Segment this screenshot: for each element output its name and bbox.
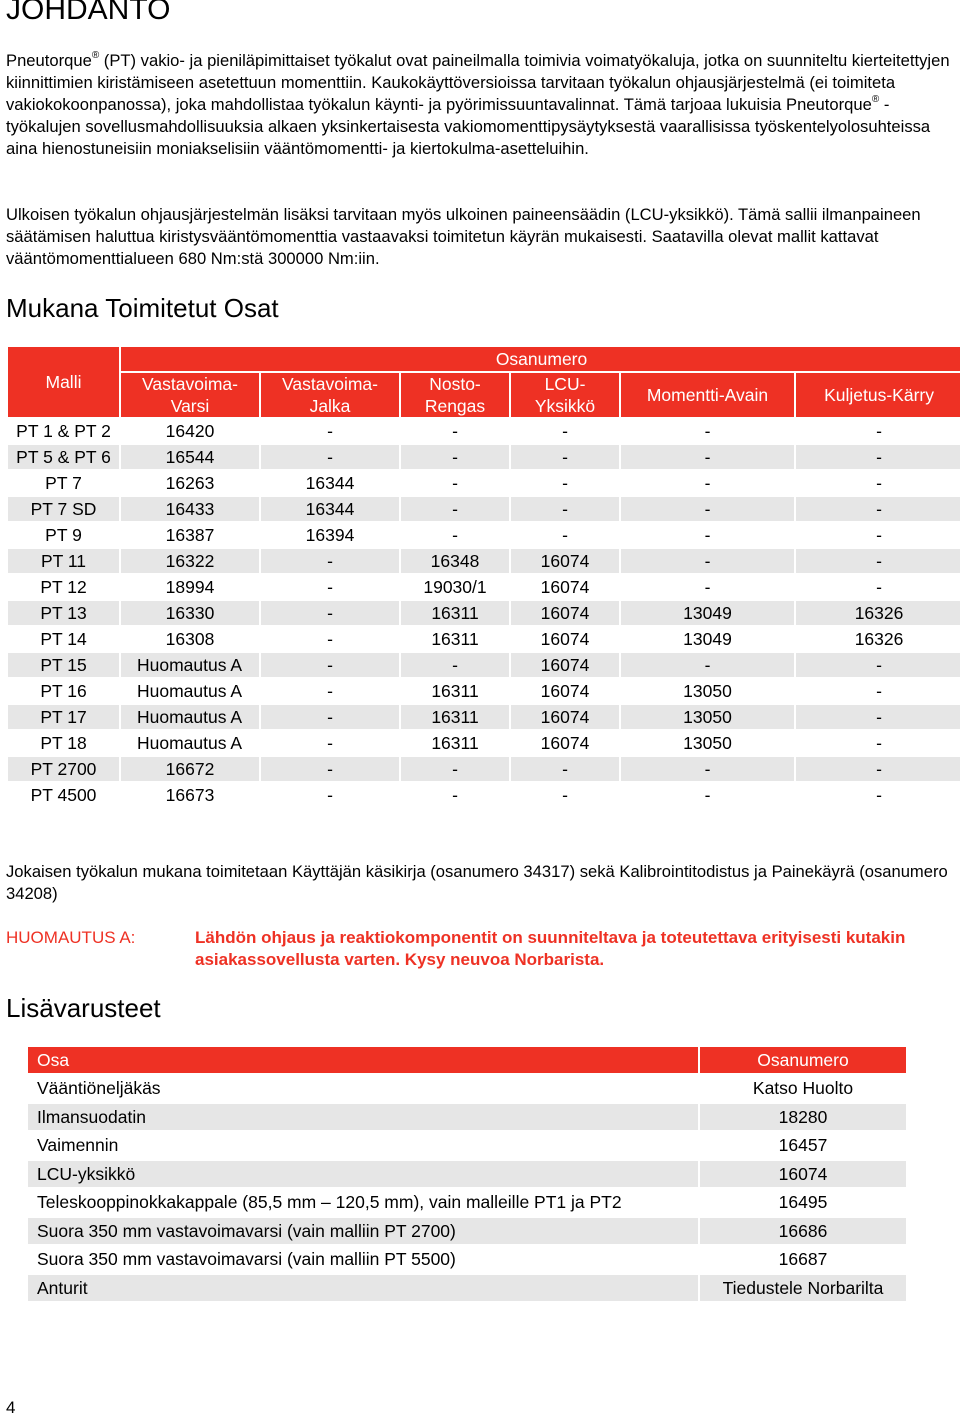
cell-varsi: 16672 bbox=[121, 757, 259, 781]
cell-osa: Ilmansuodatin bbox=[28, 1104, 698, 1131]
cell-jalka: 16344 bbox=[305, 473, 355, 493]
cell-osa: Vääntiöneljäkäs bbox=[37, 1078, 161, 1099]
cell-osanumero: 16495 bbox=[778, 1192, 828, 1213]
table-row bbox=[8, 731, 960, 755]
table-row bbox=[8, 757, 960, 781]
cell-jalka: - bbox=[261, 757, 399, 781]
header-nosto-rengas: Nosto-Rengas bbox=[401, 373, 509, 417]
cell-jalka: - bbox=[327, 421, 333, 441]
header-vastavoima-varsi: Vastavoima-Varsi bbox=[121, 373, 259, 417]
cell-varsi: 16433 bbox=[121, 497, 259, 521]
cell-osa: Anturit bbox=[28, 1275, 698, 1302]
cell-osa: Vaimennin bbox=[37, 1135, 119, 1156]
cell-momentti: 13050 bbox=[683, 681, 732, 701]
list-item bbox=[28, 1218, 906, 1245]
cell-karry: - bbox=[796, 549, 960, 573]
cell-varsi: 16544 bbox=[121, 445, 259, 469]
cell-lcu: - bbox=[562, 525, 568, 545]
table-row bbox=[8, 653, 960, 677]
cell-lcu: 16074 bbox=[511, 601, 619, 625]
cell-karry: - bbox=[796, 497, 960, 521]
cell-jalka: - bbox=[261, 601, 399, 625]
intro-text-a: Pneutorque bbox=[6, 51, 92, 70]
cell-nosto: 16311 bbox=[401, 705, 509, 729]
cell-varsi: 16263 bbox=[165, 473, 215, 493]
cell-nosto: 16311 bbox=[431, 733, 479, 753]
cell-osanumero: 16457 bbox=[778, 1135, 828, 1156]
cell-nosto: - bbox=[401, 757, 509, 781]
cell-jalka: - bbox=[327, 577, 333, 597]
table-row bbox=[8, 497, 960, 521]
cell-malli: PT 5 & PT 6 bbox=[8, 445, 119, 469]
cell-momentti: - bbox=[704, 421, 711, 441]
cell-malli: PT 4500 bbox=[30, 785, 97, 805]
cell-lcu: - bbox=[562, 785, 568, 805]
table-row bbox=[8, 705, 960, 729]
header-osanumero: Osanumero bbox=[121, 347, 960, 371]
cell-malli: PT 7 SD bbox=[8, 497, 119, 521]
cell-karry: - bbox=[876, 577, 882, 597]
cell-jalka: - bbox=[261, 653, 399, 677]
cell-malli: PT 13 bbox=[8, 601, 119, 625]
cell-momentti: - bbox=[704, 525, 711, 545]
cell-varsi: 16420 bbox=[165, 421, 215, 441]
cell-varsi: 16322 bbox=[121, 549, 259, 573]
cell-lcu: - bbox=[511, 497, 619, 521]
cell-malli: PT 11 bbox=[8, 549, 119, 573]
cell-nosto: - bbox=[452, 785, 458, 805]
cell-nosto: 16311 bbox=[431, 681, 479, 701]
cell-karry: 16326 bbox=[854, 629, 904, 649]
cell-momentti: - bbox=[621, 653, 794, 677]
cell-karry: 16326 bbox=[796, 601, 960, 625]
table-row bbox=[8, 575, 960, 599]
table-row bbox=[8, 627, 960, 651]
cell-malli: PT 12 bbox=[40, 577, 87, 597]
table-row bbox=[8, 523, 960, 547]
parts-table-body bbox=[8, 419, 960, 807]
cell-lcu: - bbox=[511, 445, 619, 469]
registered-mark: ® bbox=[871, 94, 880, 105]
cell-varsi: 16308 bbox=[165, 629, 215, 649]
list-item bbox=[28, 1246, 906, 1273]
cell-karry: - bbox=[796, 445, 960, 469]
intro-text-c: -työkalujen sovellusmahdollisuuksia alkaen yksinkertaisesta vakiomomenttipysäytyksestä vaarallisissa työskentelyolosuhteissa aina hienostuneisiin moniakselisiin vääntömomentti- ja kiertokulma-asetteluihin. bbox=[6, 95, 931, 158]
list-item bbox=[28, 1189, 906, 1216]
table-row bbox=[8, 601, 960, 625]
cell-momentti: - bbox=[621, 757, 794, 781]
cell-osanumero: 16686 bbox=[700, 1218, 906, 1245]
cell-momentti: 13050 bbox=[621, 705, 794, 729]
cell-jalka: - bbox=[261, 705, 399, 729]
cell-lcu: 16074 bbox=[511, 549, 619, 573]
cell-osa: LCU-yksikkö bbox=[28, 1161, 698, 1188]
accessories-table-body bbox=[28, 1075, 906, 1301]
cell-momentti: - bbox=[621, 445, 794, 469]
cell-nosto: 16348 bbox=[401, 549, 509, 573]
cell-lcu: 16074 bbox=[540, 733, 590, 753]
cell-momentti: - bbox=[621, 549, 794, 573]
cell-momentti: - bbox=[704, 473, 711, 493]
cell-karry: - bbox=[876, 421, 882, 441]
cell-nosto: - bbox=[452, 525, 458, 545]
cell-nosto: - bbox=[452, 473, 458, 493]
cell-lcu: 16074 bbox=[540, 629, 590, 649]
page-number: 4 bbox=[6, 1398, 16, 1417]
cell-malli: PT 2700 bbox=[8, 757, 119, 781]
table-row bbox=[8, 445, 960, 469]
list-item bbox=[28, 1075, 906, 1102]
cell-momentti: 13049 bbox=[621, 601, 794, 625]
cell-karry: - bbox=[876, 525, 882, 545]
cell-malli: PT 1 & PT 2 bbox=[16, 421, 111, 441]
cell-lcu: - bbox=[562, 473, 568, 493]
parts-table bbox=[6, 345, 960, 809]
intro-text-b: (PT) vakio- ja pieniläpimittaiset työkalut ovat paineilmalla toimivia voimatyökaluja, jotka on suunniteltu kierteitettyjen kiinnittimien kiristämiseen asetettuun momenttiin. Kaukokäyttöversioissa tarvitaan työkalun ohjausjärjestelmä (ei toimiteta vakiokokoonpanossa), joka mahdollistaa työkalun käynti- ja pyörimissuuntavalinnat. Tämä tarjoaa lukuisia Pneutorque bbox=[6, 51, 950, 114]
cell-varsi: Huomautus A bbox=[137, 733, 243, 753]
cell-varsi: 16387 bbox=[165, 525, 215, 545]
cell-lcu: 16074 bbox=[540, 577, 590, 597]
header-acc-osanumero: Osanumero bbox=[700, 1047, 906, 1073]
cell-momentti: - bbox=[704, 785, 711, 805]
cell-malli: PT 15 bbox=[8, 653, 119, 677]
header-kuljetus-karry: Kuljetus-Kärry bbox=[796, 373, 960, 417]
cell-lcu: 16074 bbox=[540, 681, 590, 701]
accessories-table bbox=[26, 1045, 908, 1303]
cell-karry: - bbox=[876, 785, 882, 805]
cell-osa: Suora 350 mm vastavoimavarsi (vain malliin PT 5500) bbox=[37, 1249, 456, 1270]
cell-malli: PT 7 bbox=[45, 473, 82, 493]
cell-karry: - bbox=[796, 705, 960, 729]
table-row bbox=[8, 471, 960, 495]
cell-karry: - bbox=[796, 757, 960, 781]
cell-osanumero: Katso Huolto bbox=[752, 1078, 854, 1099]
registered-mark: ® bbox=[91, 50, 100, 61]
cell-nosto: - bbox=[401, 497, 509, 521]
cell-jalka: 16344 bbox=[261, 497, 399, 521]
list-item bbox=[28, 1132, 906, 1159]
note-text: Lähdön ohjaus ja reaktiokomponentit on suunniteltava ja toteutettava erityisesti kutakin asiakassovellusta varten. Kysy neuvoa Norbarista. bbox=[195, 928, 906, 969]
intro-paragraph-1 bbox=[6, 50, 956, 160]
header-momentti-avain: Momentti-Avain bbox=[621, 373, 794, 417]
cell-momentti: - bbox=[704, 577, 711, 597]
cell-osanumero: 16074 bbox=[700, 1161, 906, 1188]
cell-karry: - bbox=[876, 733, 882, 753]
page-title: JOHDANTO bbox=[6, 0, 171, 26]
cell-momentti: 13049 bbox=[683, 629, 732, 649]
header-malli: Malli bbox=[8, 347, 119, 417]
intro-paragraph-2: Ulkoisen työkalun ohjausjärjestelmän lisäksi tarvitaan myös ulkoinen paineensäädin (LCU-yksikkö). Tämä sallii ilmanpaineen säätämisen haluttua kiristysvääntömomenttia vastaavaksi toimitetun käyrän mukaisesti. Saatavilla olevat mallit kattavat vääntömomenttialueen 680 Nm:stä 300000 Nm:iin. bbox=[6, 205, 921, 268]
cell-lcu: - bbox=[511, 757, 619, 781]
cell-jalka: - bbox=[327, 681, 333, 701]
cell-varsi: Huomautus A bbox=[121, 653, 259, 677]
cell-lcu: 16074 bbox=[511, 705, 619, 729]
included-items-text: Jokaisen työkalun mukana toimitetaan Käyttäjän käsikirja (osanumero 34317) sekä Kalibrointitodistus ja Painekäyrä (osanumero 34208) bbox=[6, 862, 948, 903]
header-lcu-yksikko: LCU-Yksikkö bbox=[511, 373, 619, 417]
cell-jalka: - bbox=[327, 733, 333, 753]
cell-varsi: 18994 bbox=[165, 577, 215, 597]
table-row bbox=[8, 783, 960, 807]
cell-nosto: - bbox=[452, 421, 458, 441]
cell-malli: PT 18 bbox=[40, 733, 87, 753]
cell-lcu: - bbox=[562, 421, 568, 441]
cell-osanumero: 16687 bbox=[778, 1249, 828, 1270]
cell-osa: Teleskooppinokkakappale (85,5 mm – 120,5 mm), vain malleille PT1 ja PT2 bbox=[37, 1192, 622, 1213]
header-vastavoima-jalka: Vastavoima-Jalka bbox=[261, 373, 399, 417]
table-row bbox=[8, 419, 960, 443]
table-row bbox=[8, 549, 960, 573]
cell-jalka: 16394 bbox=[305, 525, 355, 545]
cell-nosto: - bbox=[401, 653, 509, 677]
cell-malli: PT 16 bbox=[40, 681, 87, 701]
cell-lcu: 16074 bbox=[511, 653, 619, 677]
cell-varsi: 16330 bbox=[121, 601, 259, 625]
cell-varsi: Huomautus A bbox=[137, 681, 243, 701]
cell-karry: - bbox=[796, 653, 960, 677]
cell-varsi: Huomautus A bbox=[121, 705, 259, 729]
parts-heading: Mukana Toimitetut Osat bbox=[6, 293, 279, 323]
cell-jalka: - bbox=[327, 785, 333, 805]
cell-nosto: 19030/1 bbox=[423, 577, 487, 597]
cell-jalka: - bbox=[261, 549, 399, 573]
cell-jalka: - bbox=[261, 445, 399, 469]
cell-osanumero: 18280 bbox=[700, 1104, 906, 1131]
cell-malli: PT 14 bbox=[40, 629, 87, 649]
cell-karry: - bbox=[876, 473, 882, 493]
cell-varsi: 16673 bbox=[165, 785, 215, 805]
cell-osanumero: Tiedustele Norbarilta bbox=[700, 1275, 906, 1302]
cell-malli: PT 9 bbox=[45, 525, 82, 545]
cell-jalka: - bbox=[327, 629, 333, 649]
cell-nosto: 16311 bbox=[431, 629, 479, 649]
header-osa: Osa bbox=[28, 1047, 698, 1073]
cell-nosto: - bbox=[401, 445, 509, 469]
list-item bbox=[28, 1104, 906, 1131]
note-label: HUOMAUTUS A: bbox=[6, 928, 136, 947]
cell-karry: - bbox=[876, 681, 882, 701]
cell-momentti: - bbox=[621, 497, 794, 521]
cell-malli: PT 17 bbox=[8, 705, 119, 729]
cell-nosto: 16311 bbox=[401, 601, 509, 625]
cell-momentti: 13050 bbox=[683, 733, 732, 753]
cell-osa: Suora 350 mm vastavoimavarsi (vain malliin PT 2700) bbox=[28, 1218, 698, 1245]
list-item bbox=[28, 1275, 906, 1302]
accessories-heading: Lisävarusteet bbox=[6, 993, 161, 1023]
table-row bbox=[8, 679, 960, 703]
list-item bbox=[28, 1161, 906, 1188]
